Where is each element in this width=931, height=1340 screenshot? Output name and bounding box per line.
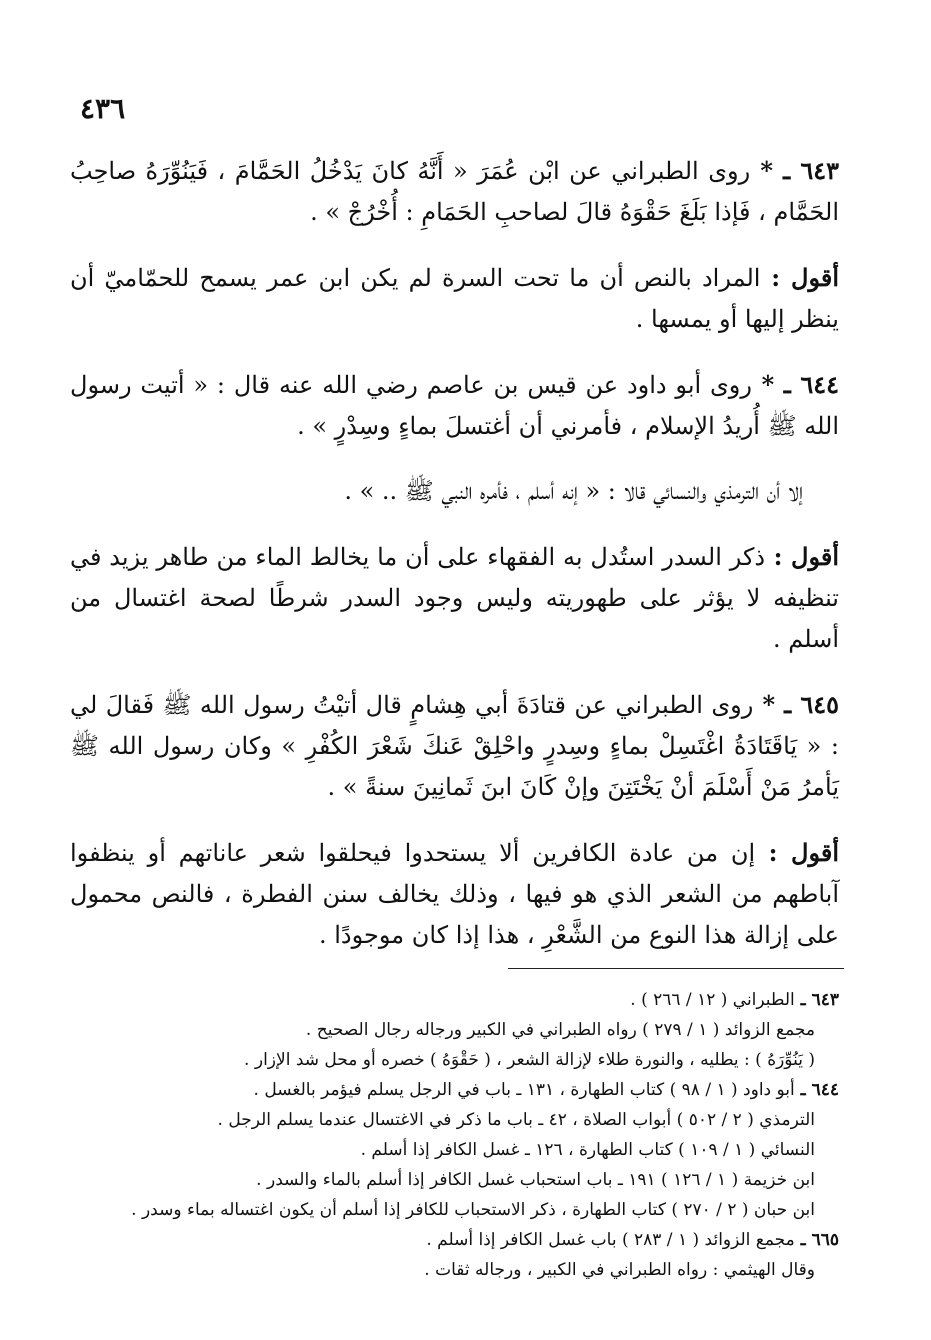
paragraph-644 (70, 364, 839, 447)
footnote-line: ابن خزيمة ( ١ / ١٢٦ ) ١٩١ ـ باب استحباب غسل الكافر إذا أسلم بالماء والسدر . (256, 1170, 815, 1190)
footnote-line: ابن حبان ( ٢ / ٢٧٠ ) كتاب الطهارة ، ذكر الاستحباب للكافر إذا أسلم أن يكون اغتساله بماء وسدر . (131, 1200, 815, 1220)
footnote-line: مجمع الزوائد ( ١ / ٢٧٩ ) رواه الطبراني في الكبير ورجاله رجال الصحيح . (305, 1020, 815, 1040)
footnote-number: ٦٤٣ ـ (794, 990, 839, 1010)
paragraph-comment-643 (70, 257, 839, 340)
paragraph-645 (70, 684, 839, 808)
footnote-line: ( يَنُوِّرَهُ ) : يطليه ، والنورة طلاء لإزالة الشعر ، ( حَقْوَهُ ) خصره أو محل شد الإزار . (244, 1050, 815, 1070)
footnote-643 (90, 985, 839, 1075)
hadith-number: ٦٤٣ ـ * (750, 156, 839, 185)
footnote-line: النسائي ( ١ / ١٠٩ ) كتاب الطهارة ، ١٢٦ ـ غسل الكافر إذا أسلم . (360, 1140, 815, 1160)
paragraph-comment-645 (70, 832, 839, 956)
footnote-line: ٦٤٤ ـ أبو داود ( ١ / ٩٨ ) كتاب الطهارة ، ١٣١ ـ باب في الرجل يسلم فيؤمر بالغسل . (253, 1080, 839, 1100)
paragraph-644-variant (70, 471, 839, 512)
footnote-665 (90, 1225, 839, 1285)
paragraph-text: إن من عادة الكافرين ألا يستحدوا فيحلقوا شعر عاناتهم أو ينظفوا آباطهم من الشعر الذي هو فيها ، وذلك يخالف سنن الفطرة ، فالنص محمول على إزالة هذا النوع من الشَّعْرِ ، هذا إذا كان موجودًا . (70, 839, 839, 949)
paragraph-643 (70, 150, 839, 233)
paragraph-text: روى أبو داود عن قيس بن عاصم رضي الله عنه قال : « أتيت رسول الله ﷺ أُريدُ الإسلام ، فأمرني أن أغتسلَ بماءٍ وسِدْرٍ » . (70, 371, 839, 440)
footnotes (90, 985, 839, 1285)
footnote-line: وقال الهيثمي : رواه الطبراني في الكبير ، ورجاله ثقات . (424, 1260, 815, 1280)
paragraph-text: روى الطبراني عن ابْن عُمَرَ « أَنَّهُ كانَ يَدْخُلُ الحَمَّامَ ، فَيَنُوِّرَهُ صاحِبُ الحَمَّام ، فَإذا بَلَغَ حَقْوَهُ قالَ لصاحبِ الحَمَامِ : أُخْرُجْ » . (70, 157, 839, 226)
hadith-number: ٦٤٤ ـ * (752, 370, 839, 399)
footnote-number: ٦٤٤ ـ (794, 1080, 839, 1100)
footnote-644 (90, 1075, 839, 1225)
comment-label: أقول : (755, 838, 840, 867)
comment-label: أقول : (765, 542, 840, 571)
paragraph-text: إلا أن الترمذي والنسائي قالا : « إنه أسلم ، فأمره النبي ﷺ .. » . (344, 477, 803, 505)
hadith-number: ٦٤٥ ـ * (753, 690, 839, 719)
footnote-number: ٦٦٥ ـ (794, 1230, 839, 1250)
footnote-line: ٦٦٥ ـ مجمع الزوائد ( ١ / ٢٨٣ ) باب غسل الكافر إذا أسلم . (426, 1230, 839, 1250)
paragraph-comment-644 (70, 536, 839, 660)
comment-label: أقول : (760, 263, 839, 292)
paragraph-text: روى الطبراني عن قتادَةَ أبي هِشامٍ قال أتيْتُ رسول الله ﷺ فَقالَ لي : « يَاقَتَادَةُ اغْتَسِلْ بماءٍ وسِدرٍ واحْلِقْ عَنكَ شَعْرَ الكُفْرِ » وكان رسول الله ﷺ يَأمرُ مَنْ أَسْلَمَ أنْ يَخْتَتِنَ وإنْ كَانَ ابنَ ثَمانِينَ سنةً » . (70, 691, 839, 801)
paragraph-text: المراد بالنص أن ما تحت السرة لم يكن ابن عمر يسمح للحمّاميّ أن ينظر إليها أو يمسها . (70, 264, 839, 333)
footnote-separator (508, 968, 844, 969)
footnote-line: ٦٤٣ ـ الطبراني ( ١٢ / ٢٦٦ ) . (630, 990, 839, 1010)
footnote-line: الترمذي ( ٢ / ٥٠٢ ) أبواب الصلاة ، ٤٢ ـ باب ما ذكر في الاغتسال عندما يسلم الرجل . (217, 1110, 815, 1130)
page-number: ٤٣٦ (80, 92, 126, 125)
paragraph-text: ذكر السدر استُدل به الفقهاء على أن ما يخالط الماء من طاهر يزيد في تنظيفه لا يؤثر على طهوريته وليس وجود السدر شرطًا لصحة اغتسال من أسلم . (70, 543, 839, 653)
main-text (70, 150, 839, 980)
